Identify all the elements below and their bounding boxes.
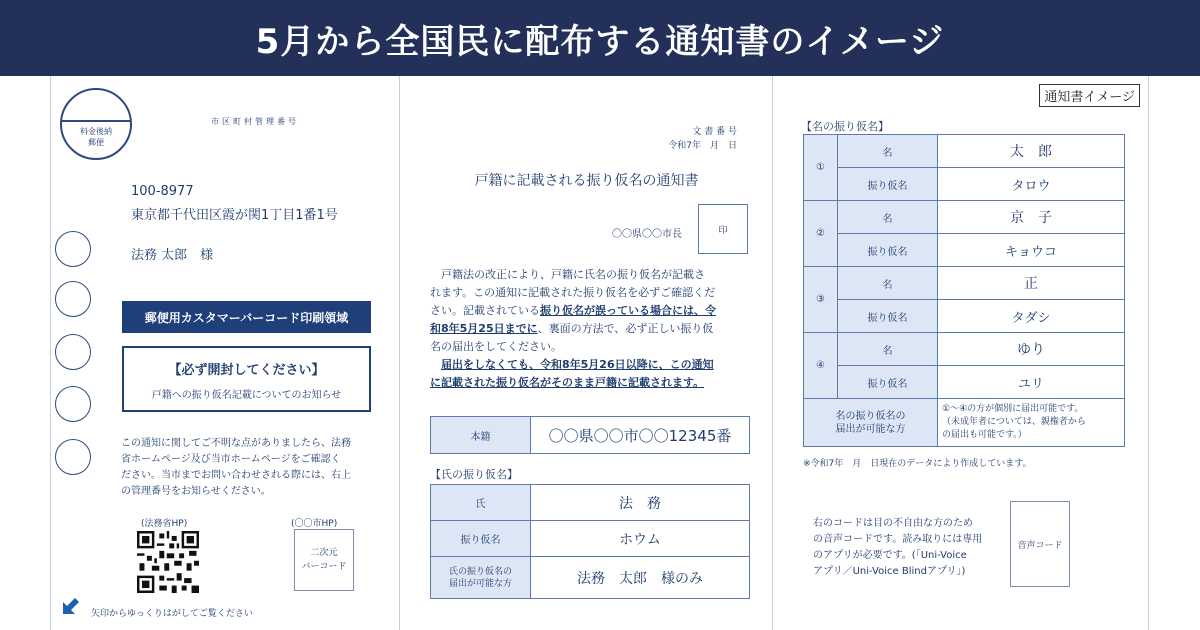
- given-eligible-note: [938, 399, 1125, 447]
- body-text: 、裏面の方法で、必ず正しい振り仮: [537, 322, 714, 335]
- eligible-label-line: 氏の振り仮名の: [448, 566, 512, 577]
- given-name-furigana: キョウコ: [938, 234, 1125, 267]
- surname-eligible-label: [431, 557, 531, 599]
- binding-hole: [55, 439, 91, 475]
- given-name-value: ゆり: [938, 333, 1125, 366]
- name-label: 名: [838, 201, 938, 234]
- binding-hole: [55, 386, 91, 422]
- notice-title: 【必ず開封してください】: [168, 363, 325, 378]
- data-date-note: ※令和7年 月 日現在のデータにより作成しています。: [803, 459, 1032, 469]
- notice-subtitle: 戸籍への振り仮名記載についてのお知らせ: [151, 390, 342, 401]
- eligible-note-line: （未成年者については、親権者から: [942, 417, 1086, 427]
- stamp-divider: [62, 120, 130, 122]
- body-line: 名の届出をしてください。: [430, 340, 562, 353]
- eligible-note-line: の届出も可能です。）: [942, 430, 1027, 440]
- eligible-note-line: ①～④の方が個別に届出可能です。: [942, 404, 1084, 414]
- notice-illustration: [0, 76, 1200, 630]
- city-2d-barcode-box: [294, 529, 354, 591]
- open-notice-box: [122, 346, 371, 412]
- recipient-name: 法務 太郎 様: [131, 248, 214, 263]
- postal-code: 100-8977: [131, 184, 194, 199]
- header-banner: [0, 0, 1200, 76]
- mailing-address: 東京都千代田区霞が関1丁目1番1号: [131, 208, 338, 223]
- deadline-date: 和8年5月25日までに: [430, 322, 538, 335]
- inquiry-text: [121, 436, 381, 500]
- body-line: [430, 302, 750, 320]
- surname-eligible-value: 法務 太郎 様のみ: [531, 557, 750, 599]
- surname-value: 法 務: [531, 485, 750, 521]
- given-name-furigana: タロウ: [938, 168, 1125, 201]
- issue-date: 令和7年 月 日: [668, 141, 737, 151]
- row-number: ②: [804, 201, 838, 267]
- eligible-label-line: 名の振り仮名の: [835, 410, 906, 422]
- body-text: さい。記載されている: [430, 304, 540, 317]
- furigana-label: 振り仮名: [838, 300, 938, 333]
- given-eligible-label: [804, 399, 938, 447]
- name-label: 名: [838, 267, 938, 300]
- given-name-furigana: ユリ: [938, 366, 1125, 399]
- inquiry-line: の管理番号をお知らせください。: [121, 486, 271, 497]
- eligible-label-line: 届出が可能な方: [835, 423, 906, 435]
- stamp-line-1: 料金後納: [80, 127, 112, 136]
- notice-letter-panel: [400, 76, 773, 630]
- name-label: 名: [838, 333, 938, 366]
- issuer-name: 〇〇県〇〇市長: [612, 229, 682, 240]
- body-line: れます。この通知に記載された振り仮名を必ずご確認くだ: [430, 286, 716, 299]
- given-name-section-title: 【名の振り仮名】: [801, 120, 889, 133]
- moj-hp-label: (法務省HP): [141, 519, 188, 529]
- stamp-line-2: 郵便: [88, 138, 104, 147]
- inquiry-line: この通知に関してご不明な点がありましたら、法務: [121, 438, 351, 449]
- deadline-warning: 振り仮名が誤っている場合には、令: [540, 304, 716, 317]
- letter-title: 戸籍に記載される振り仮名の通知書: [474, 173, 699, 189]
- stamp-text: [62, 126, 130, 148]
- body-line: [430, 320, 750, 338]
- postage-stamp-mark: [60, 88, 132, 160]
- voice-line: のアプリが必要です。(「Uni-Voice: [813, 550, 967, 561]
- qr-code-icon[interactable]: [137, 531, 199, 593]
- row-number: ④: [804, 333, 838, 399]
- voice-line: の音声コードです。読み取りには専用: [813, 534, 983, 545]
- voice-line: アプリ／Uni-Voice Blindアプリ」): [813, 566, 966, 577]
- envelope-panel: [50, 76, 400, 630]
- row-number: ③: [804, 267, 838, 333]
- surname-table: [430, 484, 750, 599]
- honseki-value: 〇〇県〇〇市〇〇12345番: [531, 417, 750, 454]
- voice-code-box: 音声コード: [1010, 501, 1070, 587]
- voice-line: 右のコードは目の不自由な方のため: [813, 518, 973, 529]
- peel-arrow-icon: [61, 596, 81, 616]
- binding-hole: [55, 281, 91, 317]
- furigana-label: 振り仮名: [838, 234, 938, 267]
- binding-hole: [55, 334, 91, 370]
- honseki-table: [430, 416, 750, 454]
- city-hp-label: (〇〇市HP): [291, 519, 338, 529]
- letter-body: [430, 266, 750, 392]
- given-name-table: [803, 134, 1125, 447]
- body-line: 戸籍法の改正により、戸籍に氏名の振り仮名が記載さ: [441, 268, 705, 281]
- furigana-label: 振り仮名: [838, 366, 938, 399]
- page-title: 5月から全国民に配布する通知書のイメージ: [255, 21, 945, 62]
- code-box-line: 二次元: [310, 548, 338, 558]
- given-names-panel: [773, 76, 1149, 630]
- given-name-furigana: タダシ: [938, 300, 1125, 333]
- peel-hint: 矢印からゆっくりはがしてご覧ください: [91, 609, 253, 619]
- surname-furigana-label: 振り仮名: [431, 521, 531, 557]
- customer-barcode-area: 郵便用カスタマーバーコード印刷領域: [122, 301, 371, 333]
- surname-furigana-value: ホウム: [531, 521, 750, 557]
- body-line-emphasis: 届出をしなくても、令和8年5月26日以降に、この通知: [441, 358, 714, 371]
- given-name-value: 正: [938, 267, 1125, 300]
- code-box-line: バーコード: [301, 562, 347, 572]
- furigana-label: 振り仮名: [838, 168, 938, 201]
- surname-section-title: 【氏の振り仮名】: [430, 468, 518, 481]
- row-number: ①: [804, 135, 838, 201]
- image-label: 通知書イメージ: [1039, 84, 1140, 107]
- inquiry-line: ださい。当市までお問い合わせされる際には、右上: [121, 470, 351, 481]
- inquiry-line: 省ホームページ及び当市ホームページをご確認く: [121, 454, 341, 465]
- name-label: 名: [838, 135, 938, 168]
- doc-number-label: 文 書 番 号: [692, 127, 737, 137]
- given-name-value: 京 子: [938, 201, 1125, 234]
- official-seal-box: 印: [698, 204, 748, 254]
- eligible-label-line: 届出が可能な方: [448, 578, 512, 589]
- management-number-label: 市区町村管理番号: [211, 117, 299, 126]
- binding-hole: [55, 231, 91, 267]
- given-name-value: 太 郎: [938, 135, 1125, 168]
- surname-label: 氏: [431, 485, 531, 521]
- honseki-label: 本籍: [431, 417, 531, 454]
- body-line-emphasis: に記載された振り仮名がそのまま戸籍に記載されます。: [430, 376, 705, 389]
- voice-code-description: [813, 516, 1003, 580]
